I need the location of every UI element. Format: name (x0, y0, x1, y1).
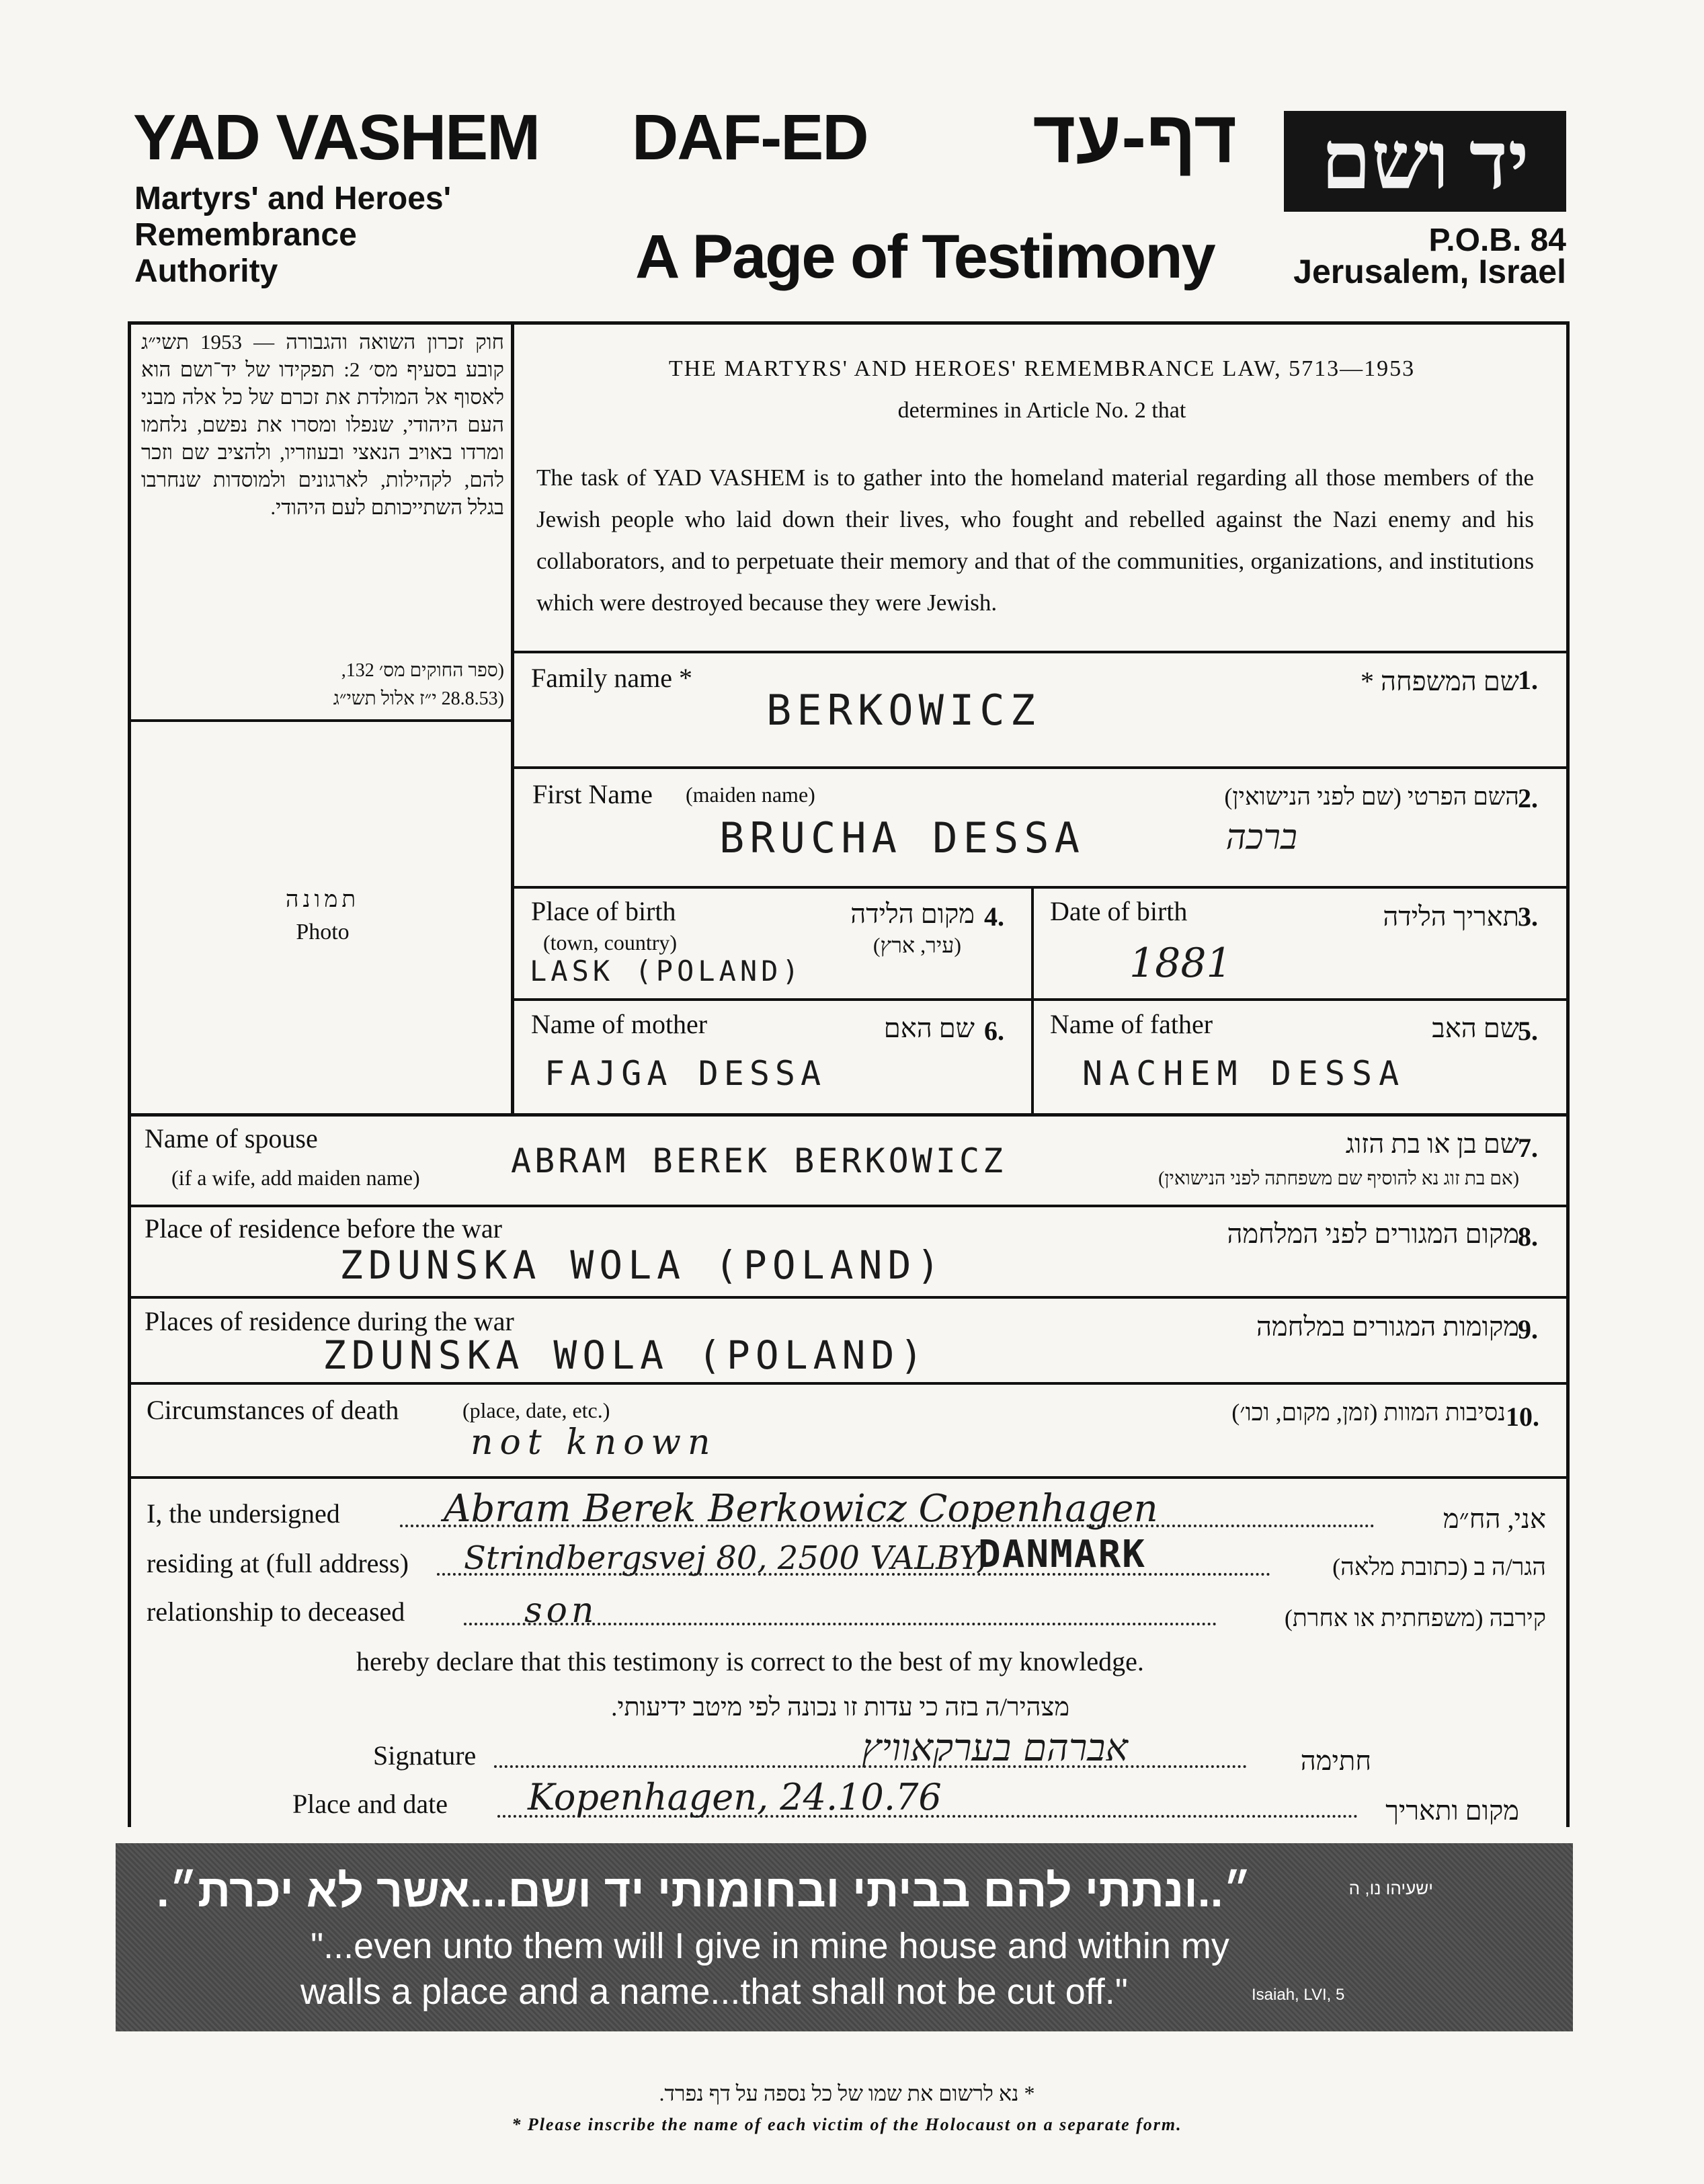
footer-hebrew: * נא לרשום את שמו של כל נספה על דף נפרד. (659, 2081, 1035, 2105)
date-of-birth-label-he: תאריך הלידה (1383, 901, 1519, 932)
isaiah-banner (116, 1843, 1573, 2031)
spouse-value[interactable]: ABRAM BEREK BERKOWICZ (511, 1141, 1007, 1180)
signature-value[interactable]: אברהם בערקאוויץ (862, 1726, 1128, 1770)
death-value[interactable]: not known (471, 1422, 717, 1463)
law-hebrew-text: חוק זכרון השואה והגבורה — 1953 תשי״ג קובע בסעיף מס׳ 2: תפקידו של יד־ושם הוא לאסוף אל המולדת את זכרם של כל אלה מבני העם היהודי, שנפלו ומסרו את נפשם, נלחמו ומרדו באויב הנאצי ובעוזריו, ולהציב שם וזכר להם, לקהילות, לארגונים ולמוסדות שנחרבו בגלל השתייכותם לעם היהודי. (141, 330, 505, 519)
address-value[interactable]: Strindbergsvej 80, 2500 VALBY, (464, 1539, 987, 1577)
field-number-3: 3. (1518, 901, 1538, 932)
death-label: Circumstances of death (147, 1395, 399, 1425)
death-label-sub: (place, date, etc.) (462, 1398, 610, 1422)
spouse-label-he-sub: (אם בת זוג נא להוסיף שם משפחתה לפני הנישואין) (1158, 1168, 1519, 1189)
residence-before-value[interactable]: ZDUNSKA WOLA (POLAND) (339, 1242, 946, 1288)
residence-during-value[interactable]: ZDUNSKA WOLA (POLAND) (323, 1332, 929, 1378)
first-name-value-he[interactable]: ברכה (1225, 817, 1297, 858)
law-body: The task of YAD VASHEM is to gather into the homeland material regarding all those members of the Jewish people who laid down their lives, who fought and rebelled against the Nazi enemy and his collaborators, and to perpetuate their memory and that of the communities, organizations, and institutions which were destroyed because they were Jewish. (536, 464, 1534, 616)
field-number-10: 10. (1506, 1402, 1539, 1432)
first-name-value[interactable]: BRUCHA DESSA (719, 813, 1085, 862)
spouse-label: Name of spouse (145, 1123, 318, 1154)
field-number-6: 6. (984, 1016, 1004, 1046)
footer-english: * Please inscribe the name of each victim of the Holocaust on a separate form. (512, 2115, 1182, 2134)
first-name-label-sub: (maiden name) (686, 782, 815, 807)
family-name-label: Family name * (531, 663, 692, 693)
place-date-label-he: מקום ותאריך (1385, 1795, 1519, 1826)
po-box: P.O.B. 84 (1428, 223, 1566, 258)
spouse-label-sub: (if a wife, add maiden name) (171, 1166, 420, 1190)
address-label: residing at (full address) (147, 1548, 409, 1578)
form-subtitle: A Page of Testimony (635, 223, 1215, 291)
law-citation-2: (28.8.53 י״ז אלול תשי״ג (333, 688, 504, 709)
spouse-label-he: שם בן או בת הזוג (1345, 1129, 1519, 1159)
family-name-label-he: שם המשפחה * (1361, 666, 1519, 696)
mother-value[interactable]: FAJGA DESSA (544, 1054, 827, 1093)
undersigned-label: I, the undersigned (147, 1498, 340, 1529)
org-subtitle-2: Remembrance (134, 217, 357, 253)
father-label-he: שם האב (1432, 1013, 1519, 1043)
law-subtitle: determines in Article No. 2 that (897, 398, 1186, 423)
org-subtitle-1: Martyrs' and Heroes' (134, 181, 451, 216)
signature-label: Signature (373, 1740, 477, 1771)
address-label-he: הגר/ה ב (כתובת מלאה) (1332, 1553, 1546, 1580)
first-name-label-he: השם הפרטי (שם לפני הנישואין) (1224, 783, 1519, 810)
banner-english-ref: Isaiah, LVI, 5 (1252, 1986, 1345, 2004)
death-label-he: נסיבות המוות (זמן, מקום, וכו׳) (1231, 1399, 1506, 1426)
law-title: THE MARTYRS' AND HEROES' REMEMBRANCE LAW, 5713—1953 (668, 356, 1416, 381)
place-date-value[interactable]: Kopenhagen, 24.10.76 (528, 1776, 942, 1818)
field-number-7: 7. (1518, 1133, 1538, 1163)
place-date-label: Place and date (292, 1789, 448, 1819)
banner-hebrew: ״..ונתתי להם בביתי ובחומותי יד ושם...אשר לא יכרת״. (156, 1865, 1252, 1916)
law-citation-1: (ספר החוקים מס׳ 132, (341, 660, 504, 681)
banner-english-1: "...even unto them will I give in mine house and within my (311, 1926, 1229, 1966)
field-number-9: 9. (1518, 1314, 1538, 1344)
residence-before-label-he: מקום המגורים לפני המלחמה (1227, 1219, 1519, 1249)
relationship-label: relationship to deceased (147, 1596, 405, 1627)
field-number-8: 8. (1518, 1221, 1538, 1252)
mother-label-he: שם האם (883, 1013, 975, 1043)
field-number-4: 4. (984, 901, 1004, 932)
photo-label-he: תמונה (285, 887, 360, 912)
org-name: YAD VASHEM (133, 102, 540, 173)
declaration-en: hereby declare that this testimony is correct to the best of my knowledge. (356, 1646, 1144, 1676)
relationship-label-he: קירבה (משפחתית או אחרת) (1284, 1605, 1546, 1631)
field-number-5: 5. (1518, 1016, 1538, 1046)
mother-label: Name of mother (531, 1009, 708, 1039)
address-country[interactable]: DANMARK (978, 1533, 1147, 1576)
residence-before-label: Place of residence before the war (145, 1213, 502, 1244)
signature-label-he: חתימה (1300, 1746, 1371, 1776)
photo-label-en: Photo (296, 920, 350, 944)
city: Jerusalem, Israel (1293, 253, 1566, 290)
first-name-label: First Name (532, 779, 653, 809)
field-number-1: 1. (1518, 665, 1538, 695)
father-value[interactable]: NACHEM DESSA (1082, 1054, 1406, 1093)
place-of-birth-label-he-sub: (עיר, ארץ) (873, 933, 961, 957)
undersigned-label-he: אני, הח״מ (1443, 1504, 1546, 1534)
place-of-birth-value[interactable]: LASK (POLAND) (530, 955, 803, 987)
residence-during-label: Places of residence during the war (145, 1306, 514, 1336)
yad-vashem-logo: יד ושם (1284, 111, 1566, 212)
banner-english-2: walls a place and a name...that shall not be cut off." (300, 1972, 1128, 2012)
place-of-birth-label-sub: (town, country) (543, 930, 678, 955)
form-title-hebrew: דף-עד (1032, 95, 1237, 178)
declaration-he: מצהיר/ה בזה כי עדות זו נכונה לפי מיטב ידיעותי. (611, 1693, 1069, 1722)
relationship-value[interactable]: son (524, 1590, 598, 1631)
place-of-birth-label: Place of birth (531, 896, 676, 926)
family-name-value[interactable]: BERKOWICZ (766, 686, 1041, 735)
date-of-birth-value[interactable]: 1881 (1129, 940, 1232, 987)
date-of-birth-label: Date of birth (1050, 896, 1188, 926)
field-number-2: 2. (1518, 783, 1538, 813)
undersigned-value[interactable]: Abram Berek Berkowicz Copenhagen (444, 1487, 1158, 1531)
form-title-latin: DAF-ED (632, 102, 868, 173)
residence-during-label-he: מקומות המגורים במלחמה (1256, 1311, 1519, 1342)
org-subtitle-3: Authority (134, 253, 278, 289)
banner-hebrew-ref: ישעיהו נו, ה (1348, 1878, 1433, 1898)
place-of-birth-label-he: מקום הלידה (850, 899, 975, 929)
father-label: Name of father (1050, 1009, 1213, 1039)
